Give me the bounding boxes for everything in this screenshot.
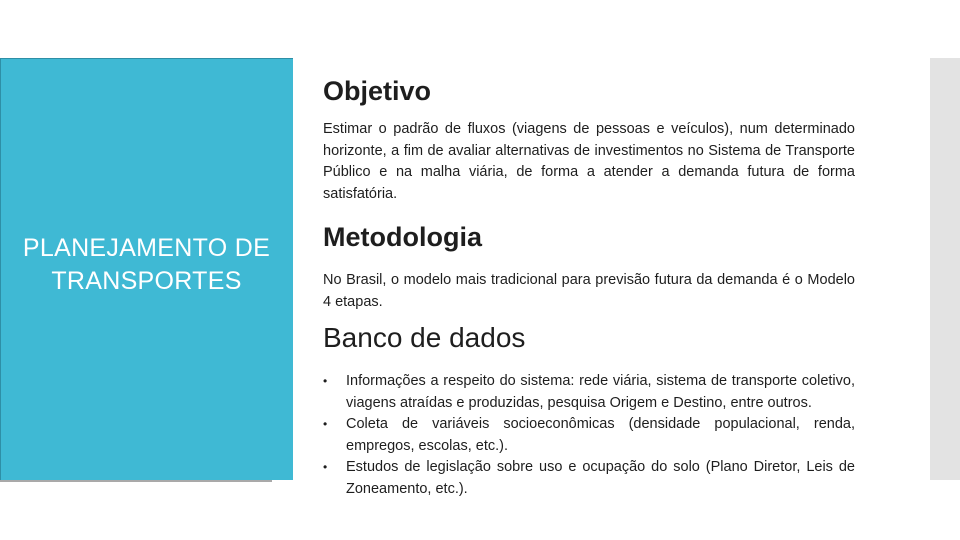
slide-title-line-2: TRANSPORTES (51, 267, 242, 295)
bullet-icon: • (323, 417, 328, 431)
paragraph-metodologia: No Brasil, o modelo mais tradicional para previsão futura da demanda é o Modelo 4 etapas. (323, 272, 855, 310)
paragraph-objetivo: Estimar o padrão de fluxos (viagens de pessoas e veículos), num determinado horizonte, a fim de avaliar alternativas de investimentos no Sistema de Transporte Público e na malha viária, de forma a atender a demanda futura de forma satisfatória. (323, 121, 855, 202)
list-item (323, 457, 855, 500)
list-item-text: Informações a respeito do sistema: rede viária, sistema de transporte coletivo, viagens atraídas e produzidas, pesquisa Origem e Destino, entre outros. (346, 373, 855, 411)
bullet-icon: • (323, 460, 328, 474)
list-item (323, 371, 855, 414)
bullet-icon: • (323, 374, 328, 388)
slide-title-line-1: PLANEJAMENTO DE (22, 234, 271, 262)
heading-banco-de-dados: Banco de dados (323, 322, 526, 353)
right-decorative-strip (930, 58, 960, 480)
list-item-text: Estudos de legislação sobre uso e ocupação do solo (Plano Diretor, Leis de Zoneamento, etc.). (346, 459, 855, 497)
heading-objetivo: Objetivo (323, 76, 432, 106)
heading-metodologia: Metodologia (323, 222, 482, 252)
bullet-list (323, 371, 855, 500)
list-item-text: Coleta de variáveis socioeconômicas (densidade populacional, renda, empregos, escolas, etc.). (346, 416, 855, 454)
slide-title (0, 232, 293, 298)
list-item (323, 414, 855, 457)
